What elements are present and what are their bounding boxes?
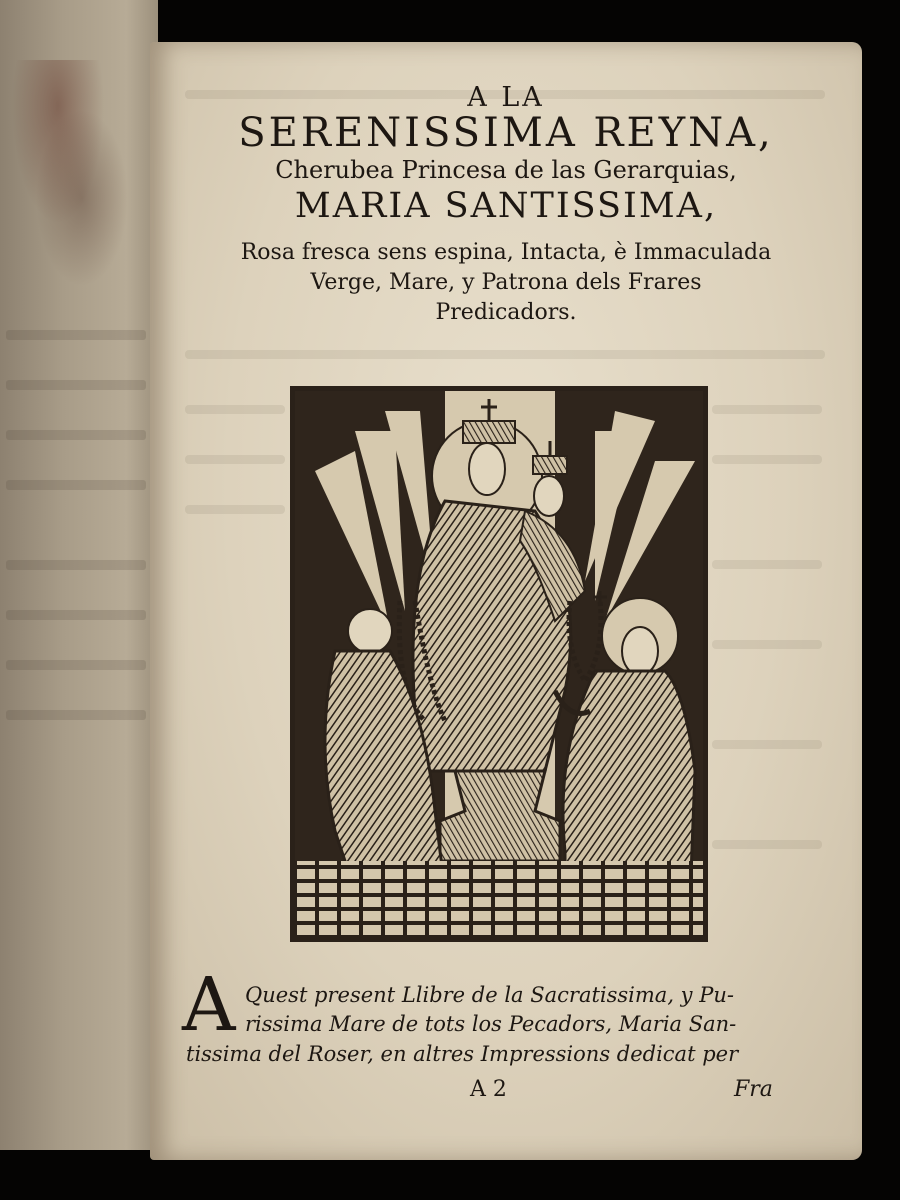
catchword: Fra — [734, 1077, 773, 1102]
show-through-line — [712, 840, 822, 849]
title-line-cherubea: Cherubea Princesa de las Gerarquias, — [275, 156, 737, 184]
show-through-line — [185, 455, 285, 464]
show-through-line — [185, 505, 285, 514]
show-through-line — [6, 330, 146, 340]
title-line-rosa: Rosa fresca sens espina, Intacta, è Immaculada — [240, 240, 772, 265]
show-through-line — [712, 560, 822, 569]
title-line-predicadors: Predicadors. — [435, 300, 577, 325]
show-through-line — [6, 610, 146, 620]
woodcut-drawing — [295, 391, 703, 937]
left-page — [0, 0, 158, 1150]
title-line-a-la: A LA — [467, 82, 545, 113]
show-through-line — [712, 405, 822, 414]
body-line-2: rissima Mare de tots los Pecadors, Maria San- — [245, 1012, 737, 1036]
title-line-maria: MARIA SANTISSIMA, — [294, 186, 718, 226]
body-line-1: Quest present Llibre de la Sacratissima, y Pu- — [245, 983, 734, 1007]
show-through-line — [6, 560, 146, 570]
show-through-line — [712, 640, 822, 649]
show-through-line — [6, 480, 146, 490]
show-through-line — [185, 405, 285, 414]
show-through-line — [6, 710, 146, 720]
ink-marks — [10, 60, 130, 290]
show-through-line — [6, 660, 146, 670]
show-through-line — [712, 740, 822, 749]
signature-mark: A 2 — [470, 1077, 507, 1102]
title-line-verge: Verge, Mare, y Patrona dels Frares — [310, 270, 702, 295]
woodcut-illustration — [290, 386, 708, 942]
show-through-line — [6, 380, 146, 390]
drop-cap: A — [182, 962, 236, 1048]
show-through-line — [185, 350, 825, 359]
show-through-line — [712, 455, 822, 464]
title-line-reyna: SERENISSIMA REYNA, — [238, 110, 774, 156]
body-line-3: tissima del Roser, en altres Impressions dedicat per — [186, 1042, 739, 1066]
show-through-line — [6, 430, 146, 440]
